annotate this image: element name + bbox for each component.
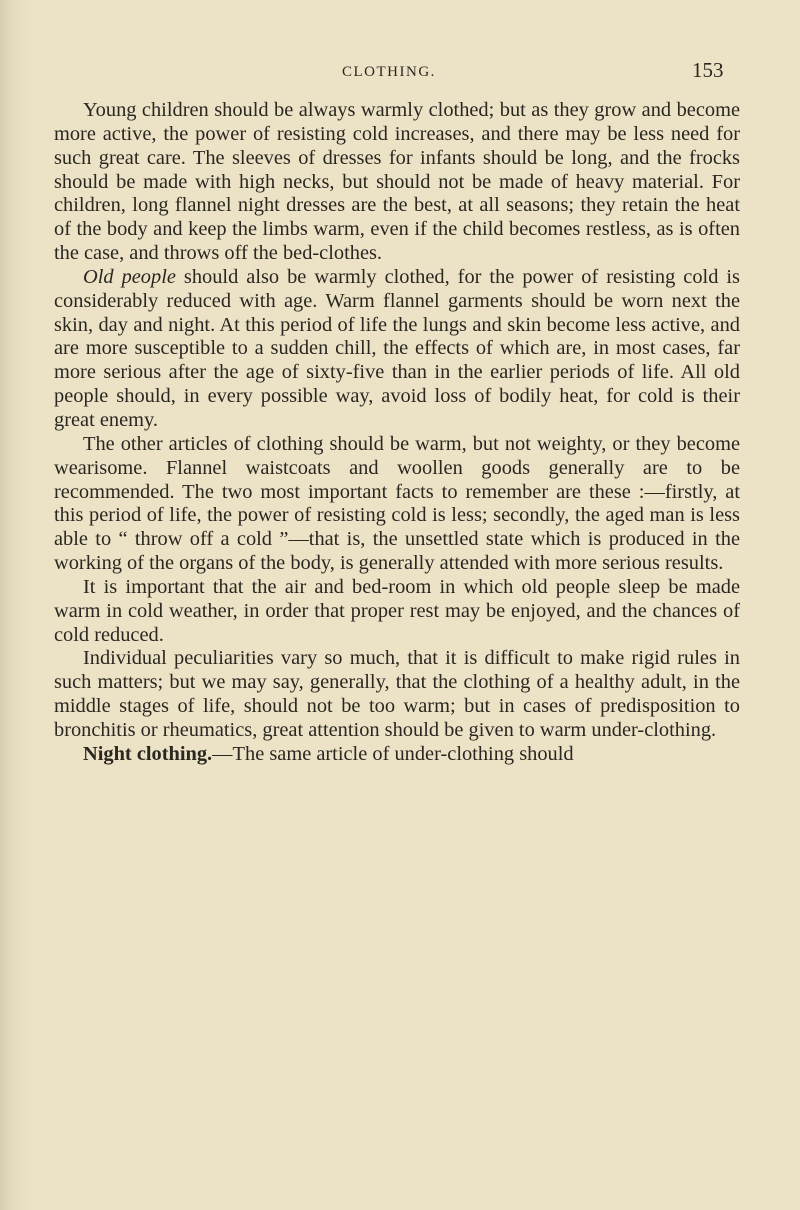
paragraph-text: Individual peculiarities vary so much, that it is difficult to make rigid rules in such matters; but we may say, generally, that the clothing of a healthy adult, in the middle stages of life, should not be too warm; but in cases of predisposition to bronchitis or rheumatics, great attention should be given to warm under-clothing.: [54, 647, 740, 741]
paragraph-text: should also be warmly clothed, for the power of resisting cold is considerably reduced with age. Warm flannel garments should be worn next the skin, day and night. At this period of life the lungs and skin become less active, and are more susceptible to a sudden chill, the effects of which are, in most cases, far more serious after the age of sixty-five than in the earlier periods of life. All old people should, in every possible way, avoid loss of bodily heat, for cold is their great enemy.: [54, 265, 740, 431]
paragraph-text: Young children should be always warmly clothed; but as they grow and become more active, the power of resisting cold increases, and there may be less need for such great care. The sleeves of dresses for infants should be long, and the frocks should be made with high necks, but should not be made of heavy material. For children, long flannel night dresses are the best, at all seasons; they retain the heat of the body and keep the limbs warm, even if the child becomes restless, as is often the case, and throws off the bed-clothes.: [54, 99, 740, 265]
body-text: [54, 99, 740, 767]
run-in-heading-night-clothing: Night clothing.: [83, 742, 213, 765]
italic-lead-old-people: Old people: [83, 265, 176, 288]
paragraph-text: It is important that the air and bed-room in which old people sleep be made warm in cold weather, in order that proper rest may be enjoyed, and the chances of cold reduced.: [54, 575, 740, 646]
running-head: CLOTHING.: [342, 64, 436, 80]
page-number: 153: [692, 58, 724, 82]
paragraph-text: —The same article of under-clothing should: [212, 742, 574, 765]
paragraph-young-children: [54, 99, 740, 266]
paragraph-old-people: [54, 266, 740, 433]
paragraph-bed-room: [54, 576, 740, 648]
paragraph-text: The other articles of clothing should be warm, but not weighty, or they become wearisome. Flannel waistcoats and woollen goods generally are to be recommended. The two most important facts to remember are these :—firstly, at this period of life, the power of resisting cold is less; secondly, the aged man is less able to “ throw off a cold ”—that is, the unsettled state which is produced in the working of the organs of the body, is generally attended with more serious results.: [54, 432, 740, 575]
page-header: [0, 58, 800, 98]
paragraph-night-clothing: [54, 743, 740, 767]
paragraph-individual-peculiarities: [54, 647, 740, 742]
paragraph-other-articles: [54, 433, 740, 576]
